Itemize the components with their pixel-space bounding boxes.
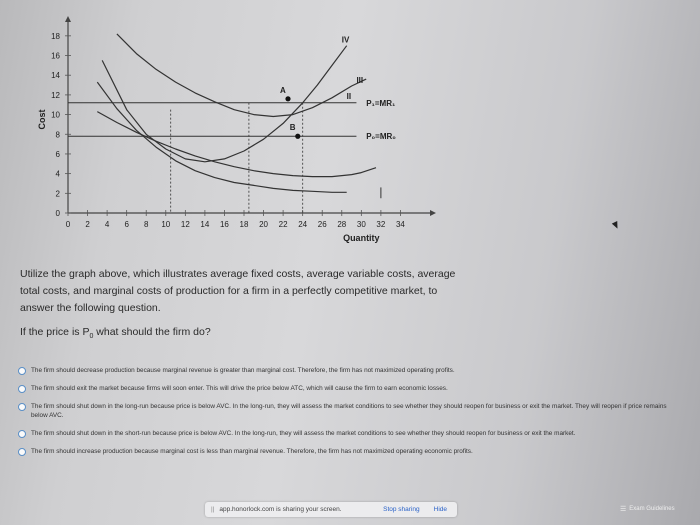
x-tick-label: 18 (239, 220, 249, 229)
x-tick-label: 22 (278, 220, 288, 229)
x-tick-label: 16 (219, 220, 229, 229)
x-tick-label: 12 (180, 220, 190, 229)
x-axis-arrow (430, 210, 436, 216)
x-tick-label: 14 (200, 220, 210, 229)
list-icon: ☰ (620, 506, 627, 513)
answer-option-4[interactable] (18, 429, 678, 438)
y-tick-label: 8 (55, 130, 60, 140)
question-intro: Utilize the graph above, which illustrates average fixed costs, average variable costs, average total costs, and marginal costs of production for a firm in a perfectly competitive market, to answer the following question. (20, 268, 456, 314)
exam-guidelines-link[interactable] (620, 505, 675, 513)
y-tick-label: 4 (55, 169, 60, 179)
answer-option-text: The firm should shut down in the long-run because price is below AVC. In the long-run, they will assess the market conditions to see whether they should reopen for business or exit the market. They will reopen if price remains below AVC. (31, 403, 667, 419)
x-tick-label: 26 (317, 220, 327, 229)
x-tick-label: 8 (143, 220, 149, 229)
x-tick-label: 6 (124, 220, 129, 229)
point-label: B (289, 123, 296, 133)
x-tick-label: 30 (356, 220, 366, 229)
cost-curve-2 (117, 34, 366, 117)
curve-label: III (356, 76, 364, 86)
question-ask-prefix: If the price is P (20, 326, 90, 338)
radio-icon[interactable] (18, 448, 26, 456)
x-tick-label: 4 (104, 220, 110, 229)
answer-option-text: The firm should shut down in the short-run because price is below AVC. In the long-run, they will assess the market conditions to see whether they should reopen for business or exit the market. (31, 430, 576, 437)
cost-chart (0, 0, 470, 250)
answer-option-text: The firm should decrease production because marginal revenue is greater than marginal cost. Therefore, the firm has not maximized operating profits. (31, 367, 455, 374)
radio-icon[interactable] (18, 403, 26, 411)
y-tick-label: 12 (51, 90, 60, 100)
x-tick-label: 28 (337, 220, 347, 229)
answer-option-2[interactable] (18, 384, 678, 393)
cost-curve-4 (97, 112, 376, 177)
x-axis-title: Quantity (343, 233, 380, 243)
point-marker (295, 134, 300, 139)
x-tick-label: 0 (65, 220, 71, 229)
y-tick-label: 2 (55, 189, 60, 199)
y-tick-label: 14 (51, 71, 60, 81)
x-tick-label: 2 (85, 220, 90, 229)
drag-handle-icon[interactable]: || (211, 506, 215, 513)
y-tick-label: 16 (51, 51, 60, 61)
y-tick-label: 10 (51, 110, 60, 120)
cost-curve-3 (97, 82, 346, 192)
y-tick-label: 0 (55, 209, 60, 218)
question-ask (20, 326, 211, 340)
x-tick-label: 34 (395, 220, 405, 229)
mouse-cursor-icon (612, 221, 620, 230)
hide-button[interactable]: Hide (433, 506, 447, 513)
x-tick-label: 24 (298, 220, 308, 229)
share-message: app.honorlock.com is sharing your screen. (219, 506, 342, 513)
screen-share-bar (205, 502, 457, 517)
x-tick-label: 20 (259, 220, 269, 229)
price-line-label: P₀=MR₀ (366, 132, 396, 142)
answer-option-text: The firm should exit the market because firms will soon enter. This will drive the price below ATC, which will cause the firm to earn economic losses. (31, 385, 448, 392)
cost-curve-1 (102, 46, 347, 162)
question-ask-subscript: 0 (89, 333, 94, 341)
y-tick-label: 6 (55, 149, 60, 159)
point-label: A (280, 85, 286, 95)
answer-option-5[interactable] (18, 447, 678, 456)
x-tick-label: 10 (161, 220, 171, 229)
answer-option-1[interactable] (18, 366, 678, 375)
y-tick-label: 18 (51, 31, 60, 41)
y-axis-arrow (65, 16, 71, 22)
stop-sharing-button[interactable]: Stop sharing (383, 506, 420, 513)
radio-icon[interactable] (18, 430, 26, 438)
radio-icon[interactable] (18, 367, 26, 375)
x-tick-label: 32 (376, 220, 386, 229)
answer-options (18, 366, 678, 465)
question-ask-suffix: what should the firm do? (93, 326, 211, 338)
exam-guidelines-label: Exam Guidelines (629, 506, 675, 512)
price-line-label: P₁=MR₁ (366, 98, 396, 108)
answer-option-3[interactable] (18, 402, 678, 420)
answer-option-text: The firm should increase production because marginal cost is less than marginal revenue. Therefore, the firm has not maximized operating economic profits. (31, 448, 473, 455)
curve-label: II (346, 91, 352, 101)
radio-icon[interactable] (18, 385, 26, 393)
y-axis-title: Cost (37, 109, 47, 130)
point-marker (285, 96, 290, 101)
curve-label: IV (341, 35, 350, 45)
